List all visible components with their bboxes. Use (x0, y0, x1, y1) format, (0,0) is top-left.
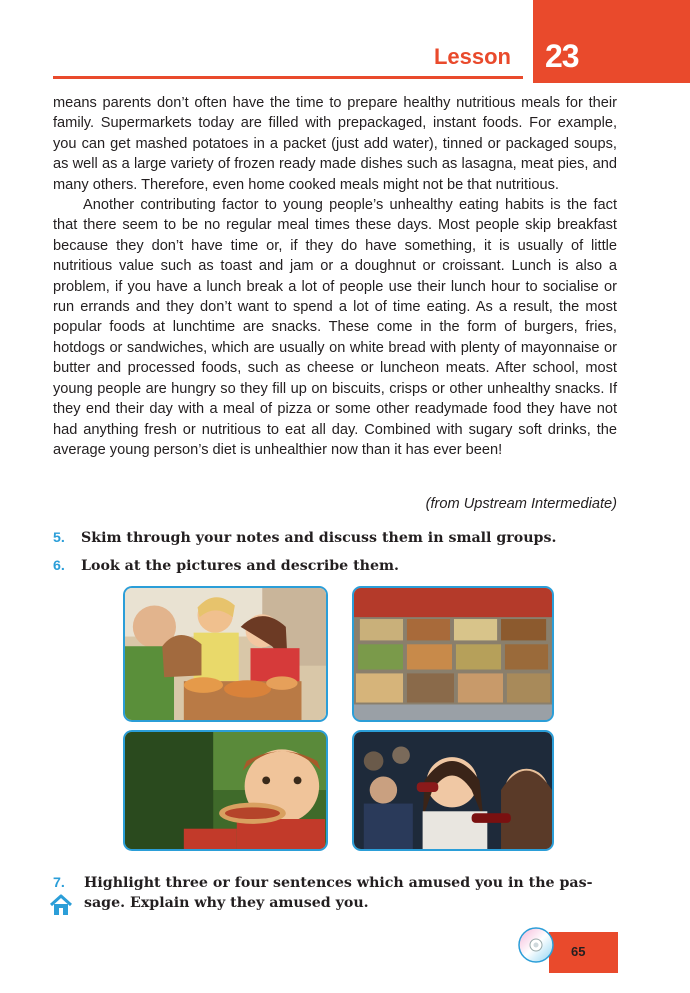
task-number: 5. (53, 530, 65, 546)
page-number-box (549, 932, 618, 973)
paragraph: means parents don’t often have the time to prepare healthy nutritious meals for their family. Supermarkets today are filled with prepackaged, instant foods. For example, you can get mashed potatoes in a packet (just add water), tinned or packaged soups, as well as a large variety of frozen ready made dishes such as lasagna, meat pies, and many others. Therefore, even home cooked meals might not be that nutritious. (53, 95, 617, 193)
task-number: 6. (53, 558, 65, 574)
task-5 (53, 528, 617, 548)
task-number: 7. (53, 875, 65, 891)
lesson-label: Lesson (433, 44, 511, 69)
task-7 (53, 873, 617, 917)
reading-text (53, 93, 617, 460)
buffet-trays-photo (352, 586, 554, 722)
page-number: 65 (571, 944, 586, 959)
task-text-line: sage. Explain why they amused you. (84, 895, 369, 911)
home-icon (49, 894, 73, 916)
task-text: Skim through your notes and discuss them in small groups. (81, 530, 557, 546)
lesson-number-box (533, 0, 690, 83)
boy-eating-hotdog-photo (123, 730, 328, 851)
source-citation: (from Upstream Intermediate) (425, 496, 617, 512)
paragraph: Another contributing factor to young people’s unhealthy eating habits is the fact that there seem to be no regular meal times these days. Most people skip breakfast because they don’t have time or, if they do have something, it is usually of little nutritious value such as toast and jam or a doughnut or croissant. Lunch is also a problem, if you have a lunch break a lot of people use their lunch hour to socialise or run errands and they don’t want to spend a lot of time eating. As a result, the most popular foods at lunchtime are snacks. These come in the form of burgers, fries, hotdogs or sandwiches, which are usually on white bread with plenty of mayonnaise or butter and processed foods, such as cheese or luncheon meats. After school, most young people are hungry so they fill up on biscuits, crisps or other unhealthy snacks. If they end their day with a meal of pizza or some other readymade food they have not had anything fresh or nutritious to eat all day. Combined with sugary soft drinks, the average young person’s diet is unhealthier now than it has ever been! (53, 197, 617, 458)
cd-icon (517, 926, 555, 964)
task-text-line: Highlight three or four sentences which amused you in the pas- (84, 875, 593, 891)
lesson-number: 23 (545, 38, 579, 74)
task-6 (53, 556, 617, 576)
friends-eating-pizza-photo (123, 586, 328, 722)
header-rule (53, 76, 523, 79)
task-text (84, 873, 617, 913)
girls-drinking-soda-photo (352, 730, 554, 851)
task-text: Look at the pictures and describe them. (81, 558, 399, 574)
